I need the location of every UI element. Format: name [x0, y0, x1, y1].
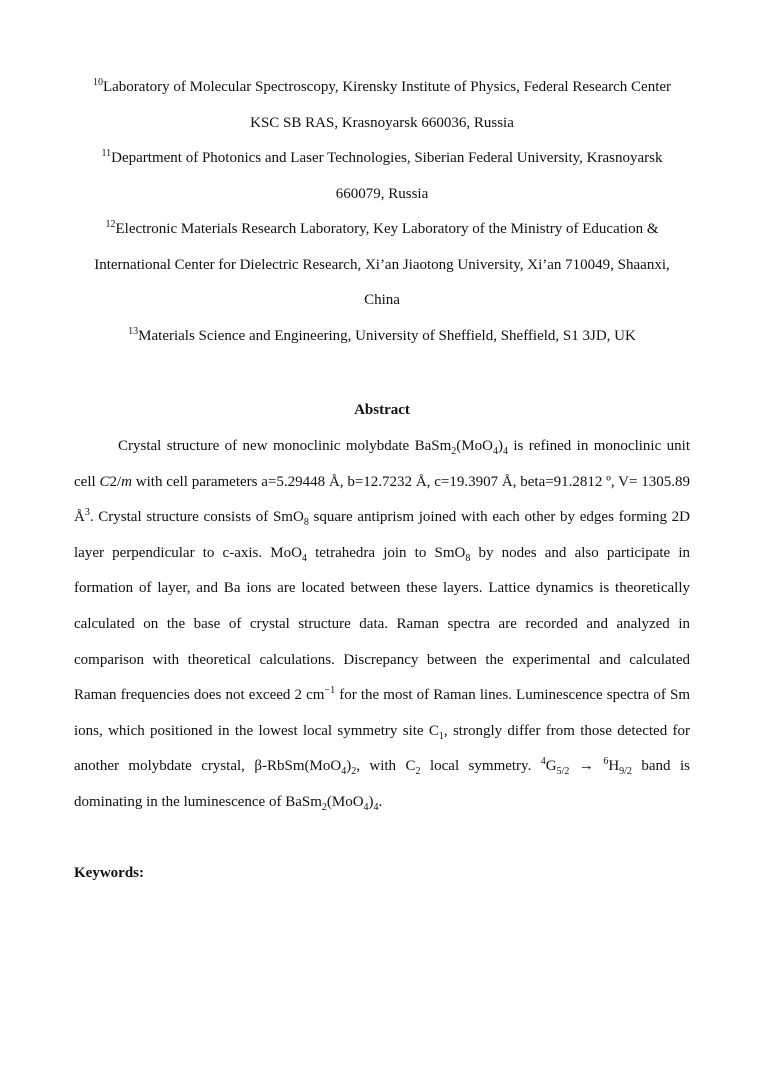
abstract-heading: Abstract — [354, 402, 410, 418]
affiliation-12 — [74, 212, 690, 319]
affiliation-number: 11 — [101, 148, 112, 159]
affiliation-text: Laboratory of Molecular Spectroscopy, Kirensky Institute of Physics, Federal Research Center KSC SB RAS, Krasnoyarsk 660036, Russia — [102, 79, 672, 131]
affiliation-text: Electronic Materials Research Laboratory, Key Laboratory of the Ministry of Education & International Center for Dielectric Research, Xi’an Jiaotong University, Xi’an 710049, Shaanxi, China — [94, 221, 670, 308]
affiliation-number: 13 — [128, 325, 139, 337]
affiliation-number: 10 — [92, 77, 103, 88]
document-page — [74, 70, 690, 883]
affiliation-list — [74, 70, 690, 354]
affiliation-number: 12 — [105, 219, 116, 230]
affiliation-13 — [74, 319, 690, 355]
keywords-label: Keywords: — [74, 864, 144, 881]
affiliation-text: Materials Science and Engineering, University of Sheffield, Sheffield, S1 3JD, UK — [138, 327, 636, 344]
affiliation-text: Department of Photonics and Laser Technologies, Siberian Federal University, Krasnoyarsk 660079, Russia — [111, 150, 663, 202]
abstract-text: Crystal structure of new monoclinic molybdate $BaSm_2(MoO_4)_4$ is refined in monoclinic unit cell C2/m with cell parameters a=5.29448 Å, b=12.7232 Å, c=19.3907 Å, beta=91.2812 º, V= 1305.89 $Å^3$. Crystal structure consists of SmO$_8$ square antiprism joined with each other by edges forming 2D layer perpendicular to c-axis. MoO$_4$ tetrahedra join to SmO$_8$ by nodes and also participate in formation of layer, and Ba ions are located between these layers. Lattice dynamics is theoretically calculated on the base of crystal structure data. Raman spectra are recorded and analyzed in comparison with theoretical calculations. Discrepancy between the experimental and calculated Raman frequencies does not exceed 2 $cm^{-1}$ for the most of Raman lines. Luminescence spectra of Sm ions, which positioned in the lowest local symmetry site $C_1$, strongly differ from those detected for another molybdate crystal, $\beta-RbSm(MoO_4)_2$, with $C_2$ local symmetry. $^4G_{5/2} \to ^6H_{9/2}$ band is dominating in the luminescence of $BaSm_2(MoO_4)_4$. — [74, 438, 691, 813]
affiliation-11 — [74, 141, 690, 212]
affiliation-10 — [74, 70, 690, 141]
